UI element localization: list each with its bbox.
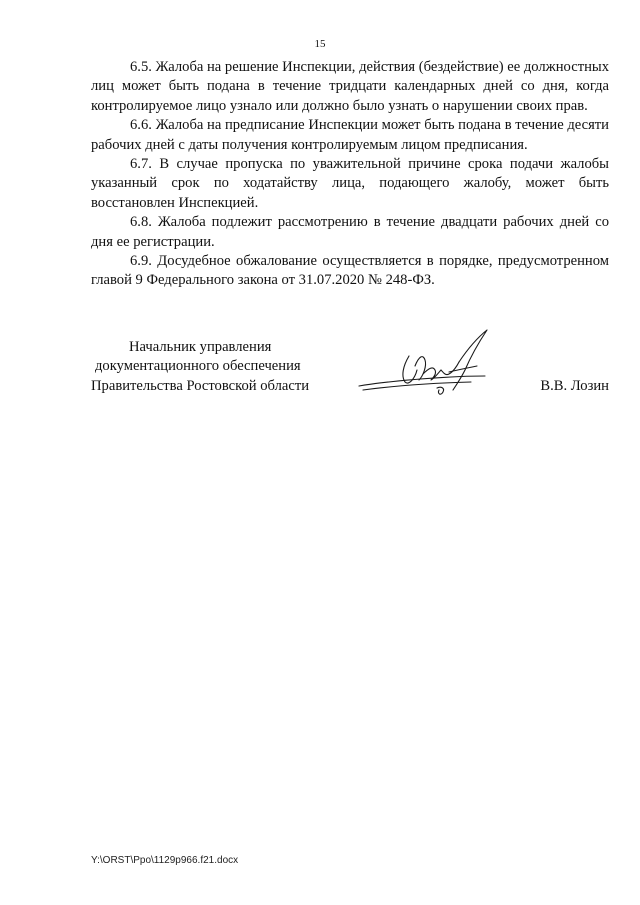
signatory-name: В.В. Лозин [540, 377, 609, 394]
page-number: 15 [314, 38, 326, 50]
document-body [91, 58, 609, 291]
footer-file-path: Y:\ORST\Ppo\1129p966.f21.docx [91, 855, 239, 866]
paragraph-6-8: 6.8. Жалоба подлежит рассмотрению в течение двадцати рабочих дней со дня ее регистрации. [91, 214, 609, 250]
signatory-position [91, 338, 351, 396]
position-line: Правительства Ростовской области [91, 377, 310, 394]
paragraph-6-6: 6.6. Жалоба на предписание Инспекции может быть подана в течение десяти рабочих дней с даты получения контролируемым лицом предписания. [91, 117, 609, 153]
signature-block [91, 338, 609, 408]
position-line: документационного обеспечения [95, 358, 301, 375]
paragraph-6-5: 6.5. Жалоба на решение Инспекции, действия (бездействие) ее должностных лиц может быть подана в течение тридцати календарных дней со дня, когда контролируемое лицо узнало или должно было узнать о нарушении своих прав. [91, 59, 609, 114]
handwritten-signature [353, 326, 503, 404]
paragraph-6-7: 6.7. В случае пропуска по уважительной причине срока подачи жалобы указанный срок по ходатайству лица, подающего жалобу, может быть восстановлен Инспекцией. [91, 156, 609, 211]
position-line: Начальник управления [129, 339, 272, 355]
paragraph-6-9: 6.9. Досудебное обжалование осуществляется в порядке, предусмотренном главой 9 Федерального закона от 31.07.2020 № 248-ФЗ. [91, 253, 609, 289]
